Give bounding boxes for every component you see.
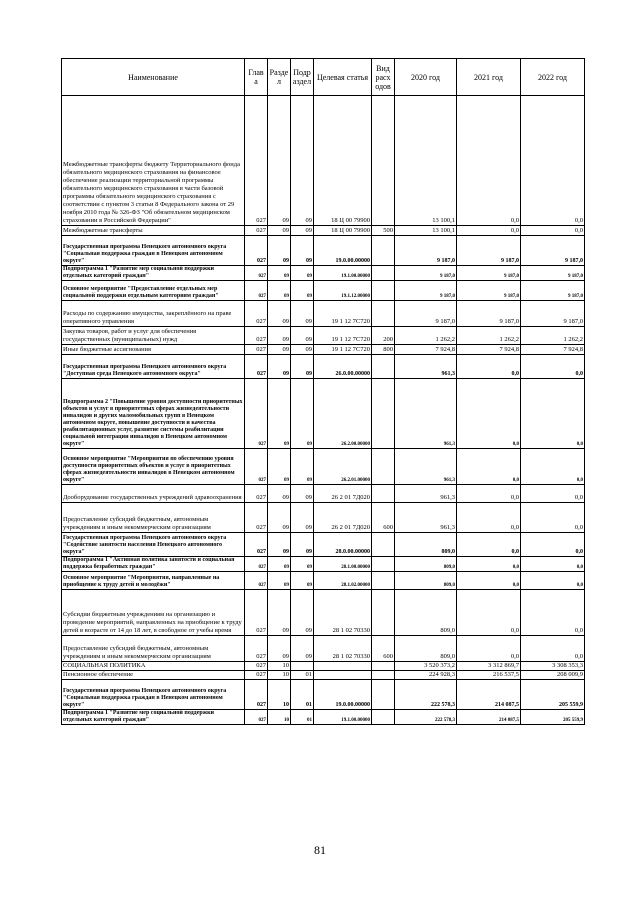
row-2020: 961,3 (395, 485, 457, 503)
row-vid: 500 (372, 226, 395, 236)
row-vid (372, 96, 395, 226)
row-glava: 027 (245, 449, 268, 485)
row-name: Основное мероприятие "Мероприятия по обеспечению уровня доступности приоритетных объектов и услуг в приоритетных сферах жизнедеятельности инвалидов в Ненецком автономном округе" (62, 449, 245, 485)
row-razdel: 09 (268, 266, 291, 281)
row-razdel: 09 (268, 503, 291, 533)
row-statya: 26.2.00.00000 (314, 379, 372, 449)
row-statya: 18 Ц 00 79900 (314, 226, 372, 236)
row-name: Государственная программа Ненецкого автономного округа "Социальная поддержка граждан в Ненецком автономном округе" (62, 236, 245, 266)
row-2020: 9 187,0 (395, 266, 457, 281)
table-row (62, 572, 585, 590)
row-name: Пенсионное обеспечение (62, 671, 245, 680)
row-razdel: 09 (268, 327, 291, 345)
row-2021: 9 187,0 (457, 236, 521, 266)
row-glava: 027 (245, 485, 268, 503)
row-podrazdel: 09 (291, 345, 314, 355)
row-2021: 0,0 (457, 449, 521, 485)
row-glava: 027 (245, 671, 268, 680)
row-2020: 9 187,0 (395, 301, 457, 327)
row-statya: 26.0.00.00000 (314, 355, 372, 379)
row-name: Подпрограмма 2 "Повышение уровня доступности приоритетных объектов и услуг в приоритетных сферах жизнедеятельности инвалидов и других маломобильных групп в Ненецком автономном округе, повышение доступности и качества реабилитационных услуг, развитие системы реабилитации социальной интеграции инвалидов в Ненецком автономном округе" (62, 379, 245, 449)
row-vid (372, 572, 395, 590)
row-razdel: 09 (268, 226, 291, 236)
row-razdel: 10 (268, 710, 291, 725)
row-podrazdel: 09 (291, 281, 314, 301)
row-statya (314, 671, 372, 680)
table-row (62, 379, 585, 449)
row-2020: 3 520 373,2 (395, 662, 457, 671)
row-2021: 0,0 (457, 355, 521, 379)
row-glava: 027 (245, 590, 268, 636)
row-vid (372, 449, 395, 485)
header-name: Наименование (62, 59, 245, 96)
budget-table-sheet (61, 58, 584, 725)
row-vid (372, 590, 395, 636)
row-glava: 027 (245, 533, 268, 557)
table-row (62, 710, 585, 725)
row-2020: 809,0 (395, 572, 457, 590)
table-row (62, 662, 585, 671)
row-name: Расходы по содержанию имущества, закреплённого на праве оперативного управления (62, 301, 245, 327)
row-statya: 19.1.12.00000 (314, 281, 372, 301)
row-vid (372, 710, 395, 725)
row-2022: 0,0 (521, 636, 585, 662)
row-vid (372, 236, 395, 266)
row-statya: 28 1 02 70330 (314, 590, 372, 636)
row-statya: 19.1.00.00000 (314, 710, 372, 725)
row-statya: 26.2.01.00000 (314, 449, 372, 485)
row-name: Межбюджетные трансферты (62, 226, 245, 236)
row-podrazdel: 09 (291, 301, 314, 327)
row-statya (314, 662, 372, 671)
row-podrazdel: 09 (291, 96, 314, 226)
row-2021: 0,0 (457, 379, 521, 449)
row-razdel: 09 (268, 533, 291, 557)
row-2020: 7 924,8 (395, 345, 457, 355)
header-2021: 2021 год (457, 59, 521, 96)
row-2021: 9 187,0 (457, 281, 521, 301)
row-name: Предоставление субсидий бюджетным, автономным учреждениям и иным некоммерческим организациям (62, 636, 245, 662)
row-glava: 027 (245, 301, 268, 327)
row-glava: 027 (245, 379, 268, 449)
header-vid: Вид расх одов (372, 59, 395, 96)
row-razdel: 10 (268, 680, 291, 710)
row-razdel: 09 (268, 96, 291, 226)
row-podrazdel (291, 662, 314, 671)
row-2022: 0,0 (521, 590, 585, 636)
row-statya: 28.0.00.00000 (314, 533, 372, 557)
row-2021: 0,0 (457, 485, 521, 503)
row-2020: 1 262,2 (395, 327, 457, 345)
row-statya: 19.1.00.00000 (314, 266, 372, 281)
row-razdel: 09 (268, 557, 291, 572)
row-glava: 027 (245, 226, 268, 236)
row-statya: 18 Ц 00 79900 (314, 96, 372, 226)
table-row (62, 449, 585, 485)
row-razdel: 09 (268, 590, 291, 636)
row-vid (372, 680, 395, 710)
row-2022: 0,0 (521, 503, 585, 533)
row-glava: 027 (245, 662, 268, 671)
row-vid (372, 485, 395, 503)
row-2022: 0,0 (521, 572, 585, 590)
table-row (62, 355, 585, 379)
row-podrazdel: 09 (291, 449, 314, 485)
row-vid (372, 533, 395, 557)
header-razdel: Разде л (268, 59, 291, 96)
row-2021: 0,0 (457, 636, 521, 662)
row-name: Субсидии бюджетным учреждениям на организацию и проведение мероприятий, направленных на приобщение к труду детей в возрасте от 14 до 18 лет, в свободное от учебы время (62, 590, 245, 636)
row-vid: 600 (372, 636, 395, 662)
budget-table (61, 58, 585, 725)
row-vid (372, 671, 395, 680)
row-2020: 961,3 (395, 379, 457, 449)
row-glava: 027 (245, 710, 268, 725)
row-name: Основное мероприятие "Мероприятия, направленные на приобщение к труду детей и молодёжи" (62, 572, 245, 590)
row-2021: 0,0 (457, 96, 521, 226)
row-2021: 0,0 (457, 590, 521, 636)
row-2020: 222 578,3 (395, 680, 457, 710)
row-name: Дооборудование государственных учреждений здравоохранения (62, 485, 245, 503)
row-podrazdel: 09 (291, 226, 314, 236)
row-2020: 13 100,1 (395, 96, 457, 226)
row-statya: 28.1.00.00000 (314, 557, 372, 572)
row-2020: 809,0 (395, 590, 457, 636)
row-statya: 19.0.00.00000 (314, 680, 372, 710)
row-name: Закупка товаров, работ и услуг для обеспечения государственных (муниципальных) нужд (62, 327, 245, 345)
row-name: Иные бюджетные ассигнования (62, 345, 245, 355)
row-2021: 0,0 (457, 226, 521, 236)
row-podrazdel: 09 (291, 572, 314, 590)
table-row (62, 671, 585, 680)
row-vid (372, 266, 395, 281)
row-vid (372, 301, 395, 327)
row-statya: 26 2 01 7Д020 (314, 503, 372, 533)
row-2020: 809,0 (395, 636, 457, 662)
row-razdel: 09 (268, 345, 291, 355)
row-2021: 9 187,0 (457, 266, 521, 281)
row-podrazdel: 09 (291, 557, 314, 572)
row-name: Предоставление субсидий бюджетным, автономным учреждениям и иным некоммерческим организациям (62, 503, 245, 533)
row-glava: 027 (245, 236, 268, 266)
row-name: Государственная программа Ненецкого автономного округа "Содействие занятости населения Ненецкого автономного округа" (62, 533, 245, 557)
row-statya: 28.1.02.00000 (314, 572, 372, 590)
row-name: Государственная программа Ненецкого автономного округа "Доступная среда Ненецкого автономного округа" (62, 355, 245, 379)
row-name: Межбюджетные трансферты бюджету Территориального фонда обязательного медицинского страхования на финансовое обеспечение реализации территориальной программы обязательного медицинского страхования в части базовой программы обязательного медицинского страхования с соответствии с пунктом 3 статьи 8 Федерального закона от 29 ноября 2010 года № 326-ФЗ "Об обязательном медицинском страховании в Российской Федерации" (62, 96, 245, 226)
header-glava: Глав а (245, 59, 268, 96)
row-2022: 0,0 (521, 557, 585, 572)
row-podrazdel: 09 (291, 379, 314, 449)
table-row (62, 281, 585, 301)
row-glava: 027 (245, 680, 268, 710)
header-podrazdel: Подр аздел (291, 59, 314, 96)
row-2020: 809,0 (395, 557, 457, 572)
row-2022: 9 187,0 (521, 266, 585, 281)
row-2020: 809,0 (395, 533, 457, 557)
row-statya: 28 1 02 70330 (314, 636, 372, 662)
table-row (62, 226, 585, 236)
row-2020: 961,3 (395, 503, 457, 533)
row-2021: 214 087,5 (457, 710, 521, 725)
row-statya: 19 1 12 7С720 (314, 327, 372, 345)
row-2021: 9 187,0 (457, 301, 521, 327)
row-vid (372, 281, 395, 301)
table-row (62, 636, 585, 662)
row-podrazdel: 09 (291, 533, 314, 557)
row-vid (372, 355, 395, 379)
row-2020: 222 578,3 (395, 710, 457, 725)
row-2020: 961,3 (395, 355, 457, 379)
page-number: 81 (314, 843, 326, 857)
row-2022: 208 009,9 (521, 671, 585, 680)
row-podrazdel: 09 (291, 590, 314, 636)
row-2021: 3 312 869,7 (457, 662, 521, 671)
row-glava: 027 (245, 503, 268, 533)
row-vid (372, 662, 395, 671)
row-razdel: 09 (268, 301, 291, 327)
row-razdel: 09 (268, 485, 291, 503)
header-statya: Целевая статья (314, 59, 372, 96)
row-name: Государственная программа Ненецкого автономного округа "Социальная поддержка граждан в Ненецком автономном округе" (62, 680, 245, 710)
row-podrazdel: 09 (291, 503, 314, 533)
row-podrazdel: 09 (291, 485, 314, 503)
row-vid: 600 (372, 503, 395, 533)
row-podrazdel: 01 (291, 680, 314, 710)
row-2021: 0,0 (457, 557, 521, 572)
row-2022: 0,0 (521, 96, 585, 226)
table-row (62, 301, 585, 327)
row-vid: 200 (372, 327, 395, 345)
row-2021: 216 537,5 (457, 671, 521, 680)
row-2022: 0,0 (521, 379, 585, 449)
row-2022: 9 187,0 (521, 281, 585, 301)
row-razdel: 09 (268, 379, 291, 449)
row-glava: 027 (245, 557, 268, 572)
row-2022: 0,0 (521, 226, 585, 236)
row-2021: 7 924,8 (457, 345, 521, 355)
row-razdel: 09 (268, 636, 291, 662)
row-2022: 1 262,2 (521, 327, 585, 345)
row-2022: 9 187,0 (521, 301, 585, 327)
row-2021: 1 262,2 (457, 327, 521, 345)
row-vid (372, 557, 395, 572)
table-row (62, 236, 585, 266)
row-2022: 0,0 (521, 485, 585, 503)
table-row (62, 96, 585, 226)
row-glava: 027 (245, 327, 268, 345)
row-podrazdel: 09 (291, 327, 314, 345)
table-body (62, 96, 585, 725)
row-podrazdel: 09 (291, 636, 314, 662)
row-podrazdel: 01 (291, 710, 314, 725)
row-name: СОЦИАЛЬНАЯ ПОЛИТИКА (62, 662, 245, 671)
row-statya: 19 1 12 7С720 (314, 345, 372, 355)
row-2021: 0,0 (457, 572, 521, 590)
row-podrazdel: 09 (291, 266, 314, 281)
row-vid (372, 379, 395, 449)
row-2022: 7 924,8 (521, 345, 585, 355)
row-vid: 800 (372, 345, 395, 355)
row-podrazdel: 09 (291, 355, 314, 379)
row-2020: 9 187,0 (395, 236, 457, 266)
row-2022: 9 187,0 (521, 236, 585, 266)
row-name: Подпрограмма 1 "Развитие мер социальной поддержки отдельных категорий граждан" (62, 266, 245, 281)
table-row (62, 557, 585, 572)
row-glava: 027 (245, 96, 268, 226)
row-razdel: 09 (268, 572, 291, 590)
table-row (62, 680, 585, 710)
table-row (62, 266, 585, 281)
row-name: Подпрограмма 1 "Активная политика занятости и социальная поддержка безработных граждан" (62, 557, 245, 572)
row-2021: 0,0 (457, 503, 521, 533)
table-row (62, 345, 585, 355)
row-name: Подпрограмма 1 "Развитие мер социальной поддержки отдельных категорий граждан" (62, 710, 245, 725)
row-2021: 214 087,5 (457, 680, 521, 710)
table-row (62, 485, 585, 503)
row-2022: 205 559,9 (521, 710, 585, 725)
row-razdel: 09 (268, 449, 291, 485)
row-glava: 027 (245, 345, 268, 355)
row-razdel: 10 (268, 662, 291, 671)
row-glava: 027 (245, 281, 268, 301)
row-glava: 027 (245, 355, 268, 379)
table-row (62, 327, 585, 345)
table-row (62, 533, 585, 557)
row-2022: 3 308 353,3 (521, 662, 585, 671)
header-2022: 2022 год (521, 59, 585, 96)
row-razdel: 09 (268, 355, 291, 379)
row-razdel: 09 (268, 236, 291, 266)
row-statya: 19 1 12 7С720 (314, 301, 372, 327)
header-2020: 2020 год (395, 59, 457, 96)
row-statya: 26 2 01 7Д020 (314, 485, 372, 503)
row-podrazdel: 09 (291, 236, 314, 266)
row-2020: 13 100,1 (395, 226, 457, 236)
row-razdel: 10 (268, 671, 291, 680)
row-2022: 0,0 (521, 449, 585, 485)
table-row (62, 590, 585, 636)
row-glava: 027 (245, 636, 268, 662)
row-statya: 19.0.00.00000 (314, 236, 372, 266)
row-glava: 027 (245, 572, 268, 590)
row-2020: 9 187,0 (395, 281, 457, 301)
row-2021: 0,0 (457, 533, 521, 557)
row-razdel: 09 (268, 281, 291, 301)
row-2020: 224 928,3 (395, 671, 457, 680)
row-2022: 0,0 (521, 355, 585, 379)
table-header-row (62, 59, 585, 96)
row-2022: 205 559,9 (521, 680, 585, 710)
row-2020: 961,3 (395, 449, 457, 485)
table-row (62, 503, 585, 533)
row-glava: 027 (245, 266, 268, 281)
row-podrazdel: 01 (291, 671, 314, 680)
row-2022: 0,0 (521, 533, 585, 557)
row-name: Основное мероприятие "Предоставление отдельных мер социальной поддержки отдельным категориям граждан" (62, 281, 245, 301)
